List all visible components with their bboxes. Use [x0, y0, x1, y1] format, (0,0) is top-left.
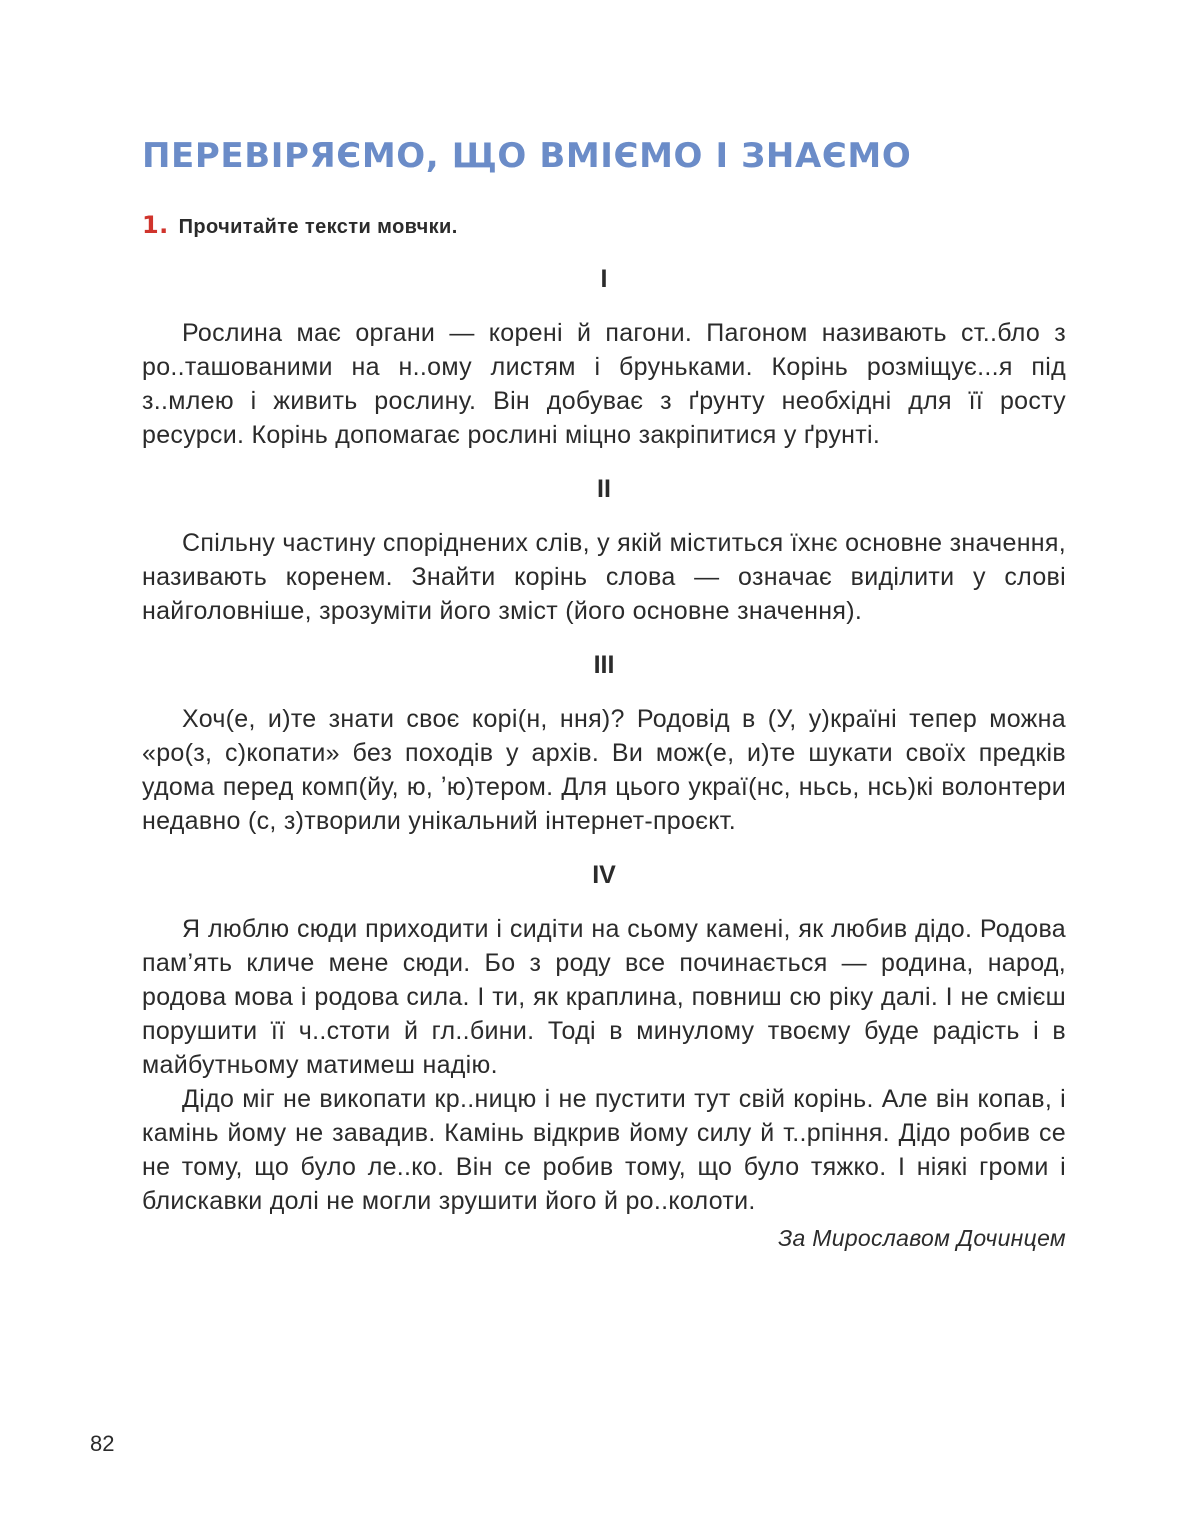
section-numeral: I: [600, 265, 608, 293]
section-numeral: III: [593, 651, 615, 679]
paragraph: Хоч(е, и)те знати своє корі(н, ння)? Родовід в (У, у)країні тепер можна «ро(з, с)копати» без походів у архів. Ви мож(е, и)те шукати своїх предків удома перед комп(йу, ю, ʼю)тером. Для цього украї(нс, ньсь, нсь)кі волонтери недавно (с, з)творили унікальний інтернет-проєкт.: [142, 705, 1066, 835]
page-number: 82: [90, 1431, 115, 1456]
paragraph: Спільну частину споріднених слів, у якій міститься їхнє основне значення, називають коренем. Знайти корінь слова — означає виділити у слові найголовніше, зрозуміти його зміст (його основне значення).: [142, 529, 1066, 625]
section-numeral: IV: [592, 861, 616, 889]
page-heading: ПЕРЕВІРЯЄМО, ЩО ВМІЄМО І ЗНАЄМО: [142, 136, 912, 176]
task-number: 1.: [142, 211, 169, 239]
text-content: [142, 262, 1066, 1258]
paragraph: Дідо міг не викопати кр..ницю і не пустити тут свій корінь. Але він копав, і камінь йому не завадив. Камінь відкрив йому силу й т..рпіння. Дідо робив се не тому, що було ле..ко. Він се робив тому, що було тяжко. І ніякі громи і блискавки долі не могли зрушити його й ро..колоти.: [142, 1085, 1066, 1215]
task-text: Прочитайте тексти мовчки.: [178, 216, 458, 238]
task-instruction: [142, 211, 458, 239]
author-attribution: За Мирославом Дочинцем: [778, 1225, 1066, 1251]
section-numeral: II: [597, 475, 611, 503]
paragraph: Я люблю сюди приходити і сидіти на сьому камені, як любив дідо. Родова пам’ять кличе мене сюди. Бо з роду все починається — родина, народ, родова мова і родова сила. І ти, як краплина, повниш сю ріку далі. І не смієш порушити її ч..стоти й гл..бини. Тоді в минулому твоєму буде радість і в майбутньому матимеш надію.: [142, 915, 1066, 1079]
paragraph: Рослина має органи — корені й пагони. Пагоном називають ст..бло з ро..ташованими на н..ому листям і бруньками. Корінь розміщує...я під з..млею і живить рослину. Він добуває з ґрунту необхідні для її росту ресурси. Корінь допомагає рослині міцно закріпитися у ґрунті.: [142, 319, 1066, 449]
